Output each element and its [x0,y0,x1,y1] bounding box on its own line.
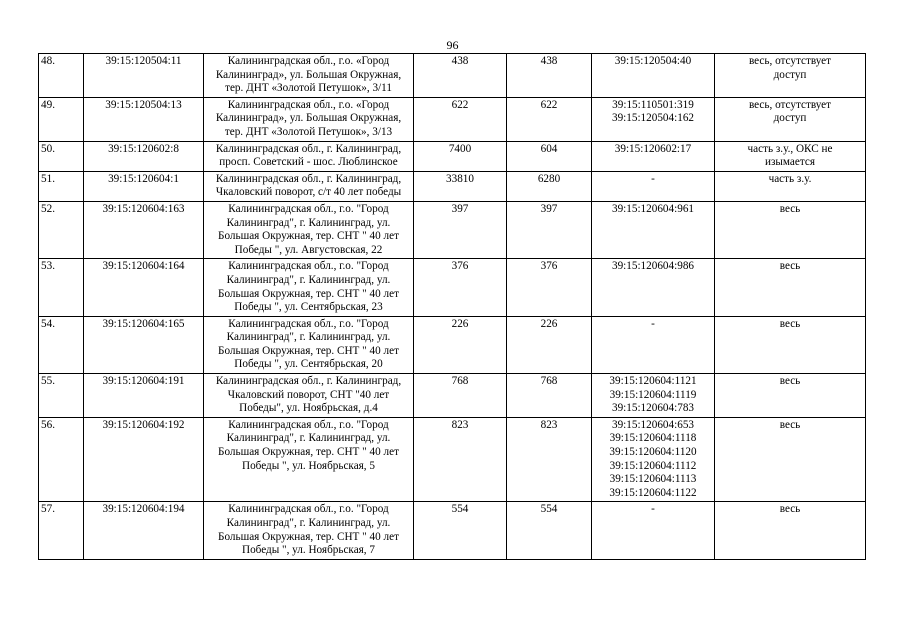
seized-area-cell: 397 [507,201,592,258]
row-number-cell: 51. [39,171,84,201]
seizure-part-cell [715,417,866,502]
address-cell-line: Калининградская обл., г. Калининград, [215,172,402,185]
table-row [39,417,866,502]
total-area-cell: 438 [414,54,507,98]
address-cell-line: Победы ", ул. Августовская, 22 [234,243,383,256]
total-area-cell: 33810 [414,171,507,201]
address-cell-line: Большая Окружная, тер. СНТ " 40 лет [218,230,399,243]
total-area-cell: 554 [414,502,507,559]
located-objects-cell-line: 39:15:120604:1119 [609,388,697,401]
total-area-cell: 376 [414,259,507,316]
address-cell-line: Калининградская обл., г.о. "Город [228,260,389,273]
address-cell [204,97,414,141]
address-cell-line: Калининградская обл., г. Калининград, [215,142,402,155]
table-row [39,141,866,171]
table-body [39,54,866,560]
address-cell-line: Чкаловский поворот, с/т 40 лет победы [215,186,402,199]
address-cell-line: Калининградская обл., г.о. "Город [228,317,389,330]
seizure-part-cell-line: весь [779,317,801,330]
seized-area-cell: 604 [507,141,592,171]
cadastral-number-cell: 39:15:120604:192 [84,417,204,502]
address-cell [204,259,414,316]
address-cell-line: просп. Советский - шос. Люблинское [219,156,398,169]
address-cell-line: Калининградская обл., г.о. "Город [228,503,389,516]
seizure-part-cell [715,171,866,201]
seizure-part-cell-line: изымается [765,156,815,169]
cadastral-number-cell: 39:15:120604:191 [84,374,204,418]
address-cell-line: Большая Окружная, тер. СНТ " 40 лет [218,287,399,300]
table-row [39,316,866,373]
address-cell-line: Калининград», ул. Большая Окружная, [215,68,402,81]
located-objects-cell [592,316,715,373]
located-objects-cell-line: 39:15:120604:1122 [609,486,697,499]
located-objects-cell-line: 39:15:120602:17 [614,142,692,155]
located-objects-cell [592,502,715,559]
seized-area-cell: 376 [507,259,592,316]
seizure-part-cell [715,54,866,98]
row-number-cell: 54. [39,316,84,373]
seized-area-cell: 622 [507,97,592,141]
cadastral-number-cell: 39:15:120602:8 [84,141,204,171]
located-objects-cell-line: 39:15:110501:319 [612,98,694,111]
total-area-cell: 226 [414,316,507,373]
address-cell-line: Калининград", г. Калининград, ул. [226,432,391,445]
seizure-part-cell-line: весь [779,202,801,215]
located-objects-cell [592,374,715,418]
seizure-part-cell [715,97,866,141]
cadastral-number-cell: 39:15:120504:13 [84,97,204,141]
total-area-cell: 768 [414,374,507,418]
seized-area-cell: 554 [507,502,592,559]
address-cell-line: Калининград», ул. Большая Окружная, [215,112,402,125]
located-objects-cell [592,54,715,98]
located-objects-cell-line: 39:15:120504:162 [611,112,695,125]
address-cell-line: Чкаловский поворот, СНТ "40 лет [227,388,390,401]
row-number-cell: 53. [39,259,84,316]
total-area-cell: 7400 [414,141,507,171]
seizure-part-cell-line: доступ [773,68,807,81]
located-objects-cell-line: 39:15:120604:783 [611,402,695,415]
land-plot-table [38,53,866,560]
located-objects-cell-line: 39:15:120604:961 [611,202,695,215]
seizure-part-cell-line: весь [779,260,801,273]
row-number-cell: 48. [39,54,84,98]
address-cell-line: Победы ", ул. Ноябрьская, 7 [241,544,375,557]
address-cell [204,374,414,418]
cadastral-number-cell: 39:15:120604:194 [84,502,204,559]
cadastral-number-cell: 39:15:120604:164 [84,259,204,316]
row-number-cell: 57. [39,502,84,559]
address-cell [204,417,414,502]
seizure-part-cell [715,201,866,258]
located-objects-cell-line: 39:15:120604:1120 [609,446,697,459]
cadastral-number-cell: 39:15:120604:1 [84,171,204,201]
located-objects-cell-line: - [651,172,655,185]
located-objects-cell-line: 39:15:120604:653 [611,418,695,431]
seizure-part-cell-line: часть з.у. [768,172,812,185]
seizure-part-cell-line: часть з.у., ОКС не [747,142,833,155]
seizure-part-cell-line: весь [779,375,801,388]
address-cell [204,502,414,559]
seizure-part-cell-line: весь, отсутствует [748,55,832,67]
address-cell-line: Калининградская обл., г.о. «Город [227,55,390,67]
located-objects-cell-line: 39:15:120504:40 [614,55,692,67]
seizure-part-cell-line: весь, отсутствует [748,98,832,111]
located-objects-cell-line: 39:15:120604:1112 [609,459,697,472]
located-objects-cell [592,417,715,502]
table-row [39,171,866,201]
address-cell-line: Калининградская обл., г. Калининград, [215,375,402,388]
located-objects-cell-line: 39:15:120604:1121 [609,375,697,388]
seizure-part-cell [715,141,866,171]
seizure-part-cell-line: доступ [773,112,807,125]
located-objects-cell-line: 39:15:120604:1113 [609,473,697,486]
address-cell-line: Калининград", г. Калининград, ул. [226,273,391,286]
address-cell [204,316,414,373]
address-cell-line: Большая Окружная, тер. СНТ " 40 лет [218,344,399,357]
address-cell-line: Победы ", ул. Ноябрьская, 5 [241,459,375,472]
table-row [39,201,866,258]
seized-area-cell: 6280 [507,171,592,201]
table-row [39,374,866,418]
row-number-cell: 52. [39,201,84,258]
address-cell-line: Победы", ул. Ноябрьская, д.4 [239,402,378,415]
address-cell-line: тер. ДНТ «Золотой Петушок», 3/11 [225,82,392,95]
address-cell-line: Калининградская обл., г.о. "Город [228,418,389,431]
seized-area-cell: 438 [507,54,592,98]
located-objects-cell [592,97,715,141]
page-number: 96 [446,38,459,52]
address-cell [204,171,414,201]
table-row [39,54,866,98]
cadastral-number-cell: 39:15:120604:165 [84,316,204,373]
seizure-part-cell [715,259,866,316]
row-number-cell: 50. [39,141,84,171]
address-cell [204,141,414,171]
seized-area-cell: 226 [507,316,592,373]
total-area-cell: 622 [414,97,507,141]
address-cell-line: Большая Окружная, тер. СНТ " 40 лет [218,530,399,543]
located-objects-cell-line: - [651,503,655,516]
address-cell [204,54,414,98]
row-number-cell: 56. [39,417,84,502]
address-cell-line: Большая Окружная, тер. СНТ " 40 лет [218,446,399,459]
seizure-part-cell [715,374,866,418]
located-objects-cell-line: - [651,317,655,330]
seizure-part-cell [715,502,866,559]
seizure-part-cell [715,316,866,373]
seizure-part-cell-line: весь [779,418,801,431]
row-number-cell: 55. [39,374,84,418]
address-cell-line: Победы ", ул. Сентябрьская, 23 [234,301,383,314]
address-cell-line: Калининград", г. Калининград, ул. [226,216,391,229]
located-objects-cell [592,171,715,201]
total-area-cell: 397 [414,201,507,258]
table-row [39,502,866,559]
address-cell-line: Калининградская обл., г.о. "Город [228,202,389,215]
address-cell [204,201,414,258]
address-cell-line: Победы ", ул. Сентябрьская, 20 [234,358,383,371]
seized-area-cell: 823 [507,417,592,502]
row-number-cell: 49. [39,97,84,141]
cadastral-number-cell: 39:15:120504:11 [84,54,204,98]
table-row [39,259,866,316]
located-objects-cell-line: 39:15:120604:986 [611,260,695,273]
table-row [39,97,866,141]
address-cell-line: тер. ДНТ «Золотой Петушок», 3/13 [224,125,393,138]
total-area-cell: 823 [414,417,507,502]
cadastral-number-cell: 39:15:120604:163 [84,201,204,258]
located-objects-cell [592,201,715,258]
address-cell-line: Калининград", г. Калининград, ул. [226,517,391,529]
seized-area-cell: 768 [507,374,592,418]
address-cell-line: Калининград", г. Калининград, ул. [226,331,391,344]
located-objects-cell-line: 39:15:120604:1118 [609,432,697,445]
address-cell-line: Калининградская обл., г.о. «Город [227,98,390,111]
seizure-part-cell-line: весь [779,503,801,516]
located-objects-cell [592,259,715,316]
located-objects-cell [592,141,715,171]
